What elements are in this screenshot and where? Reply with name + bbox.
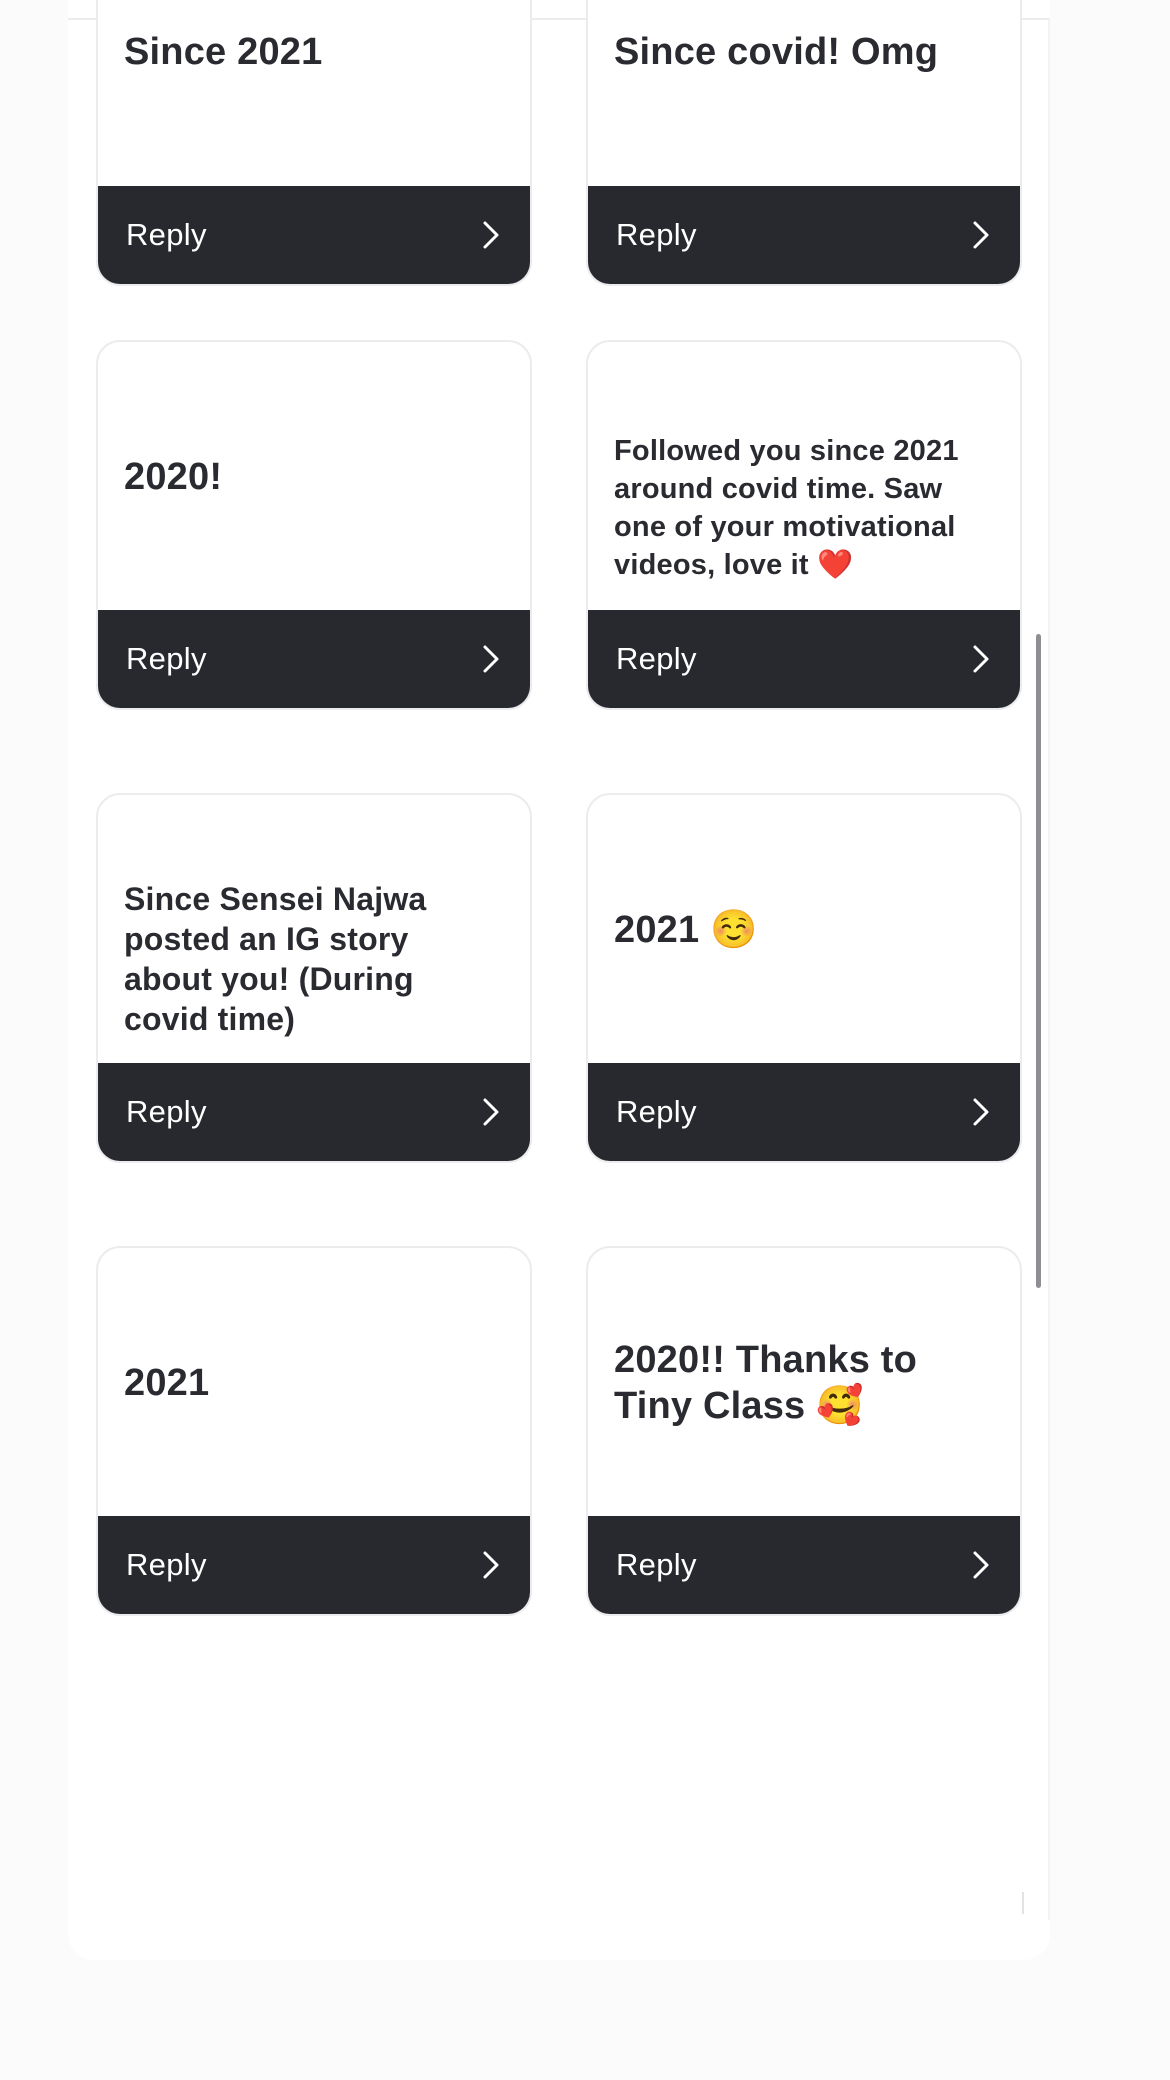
- response-card: [586, 340, 1022, 710]
- response-text: 2021: [124, 1362, 210, 1404]
- reply-label: Reply: [126, 1547, 207, 1582]
- response-text: Since covid! Omg: [614, 31, 939, 73]
- response-text: 2021 ☺️: [614, 909, 758, 951]
- panel-edge: [1048, 20, 1050, 1920]
- scrollbar-thumb[interactable]: [1036, 634, 1041, 1288]
- reply-label: Reply: [616, 1094, 697, 1129]
- reply-button[interactable]: [588, 1063, 1020, 1161]
- response-body: [98, 342, 530, 612]
- chevron-right-icon: [970, 644, 992, 674]
- chevron-right-icon: [480, 1097, 502, 1127]
- response-text: Since 2021: [124, 31, 323, 73]
- reply-label: Reply: [616, 1547, 697, 1582]
- response-body: [98, 1248, 530, 1518]
- reply-label: Reply: [126, 217, 207, 252]
- chevron-right-icon: [970, 1097, 992, 1127]
- response-text: Since Sensei Najwa posted an IG story about you! (During covid time): [124, 881, 427, 1037]
- reply-button[interactable]: [98, 1063, 530, 1161]
- response-card: [96, 1246, 532, 1616]
- response-card: [586, 793, 1022, 1163]
- panel-corner-mark: [1022, 1892, 1024, 1914]
- reply-button[interactable]: [588, 186, 1020, 284]
- response-card: [96, 793, 532, 1163]
- chevron-right-icon: [970, 1550, 992, 1580]
- reply-button[interactable]: [588, 1516, 1020, 1614]
- reply-label: Reply: [126, 1094, 207, 1129]
- response-body: [588, 795, 1020, 1065]
- response-card: [586, 0, 1022, 286]
- responses-grid: [96, 0, 1022, 1650]
- response-body: [588, 1248, 1020, 1518]
- response-body: [588, 342, 1020, 612]
- response-body: [98, 0, 530, 188]
- response-card: [96, 340, 532, 710]
- response-body: [588, 0, 1020, 188]
- chevron-right-icon: [480, 644, 502, 674]
- reply-button[interactable]: [98, 610, 530, 708]
- response-text: 2020!: [124, 456, 223, 498]
- chevron-right-icon: [480, 1550, 502, 1580]
- reply-label: Reply: [616, 217, 697, 252]
- chevron-right-icon: [970, 220, 992, 250]
- reply-button[interactable]: [98, 186, 530, 284]
- reply-button[interactable]: [98, 1516, 530, 1614]
- reply-label: Reply: [126, 641, 207, 676]
- response-card: [586, 1246, 1022, 1616]
- reply-label: Reply: [616, 641, 697, 676]
- reply-button[interactable]: [588, 610, 1020, 708]
- chevron-right-icon: [480, 220, 502, 250]
- response-card: [96, 0, 532, 286]
- response-text: 2020!! Thanks to Tiny Class 🥰: [614, 1339, 918, 1427]
- response-body: [98, 795, 530, 1065]
- response-text: Followed you since 2021 around covid time. Saw one of your motivational videos, love it ❤️: [614, 435, 959, 581]
